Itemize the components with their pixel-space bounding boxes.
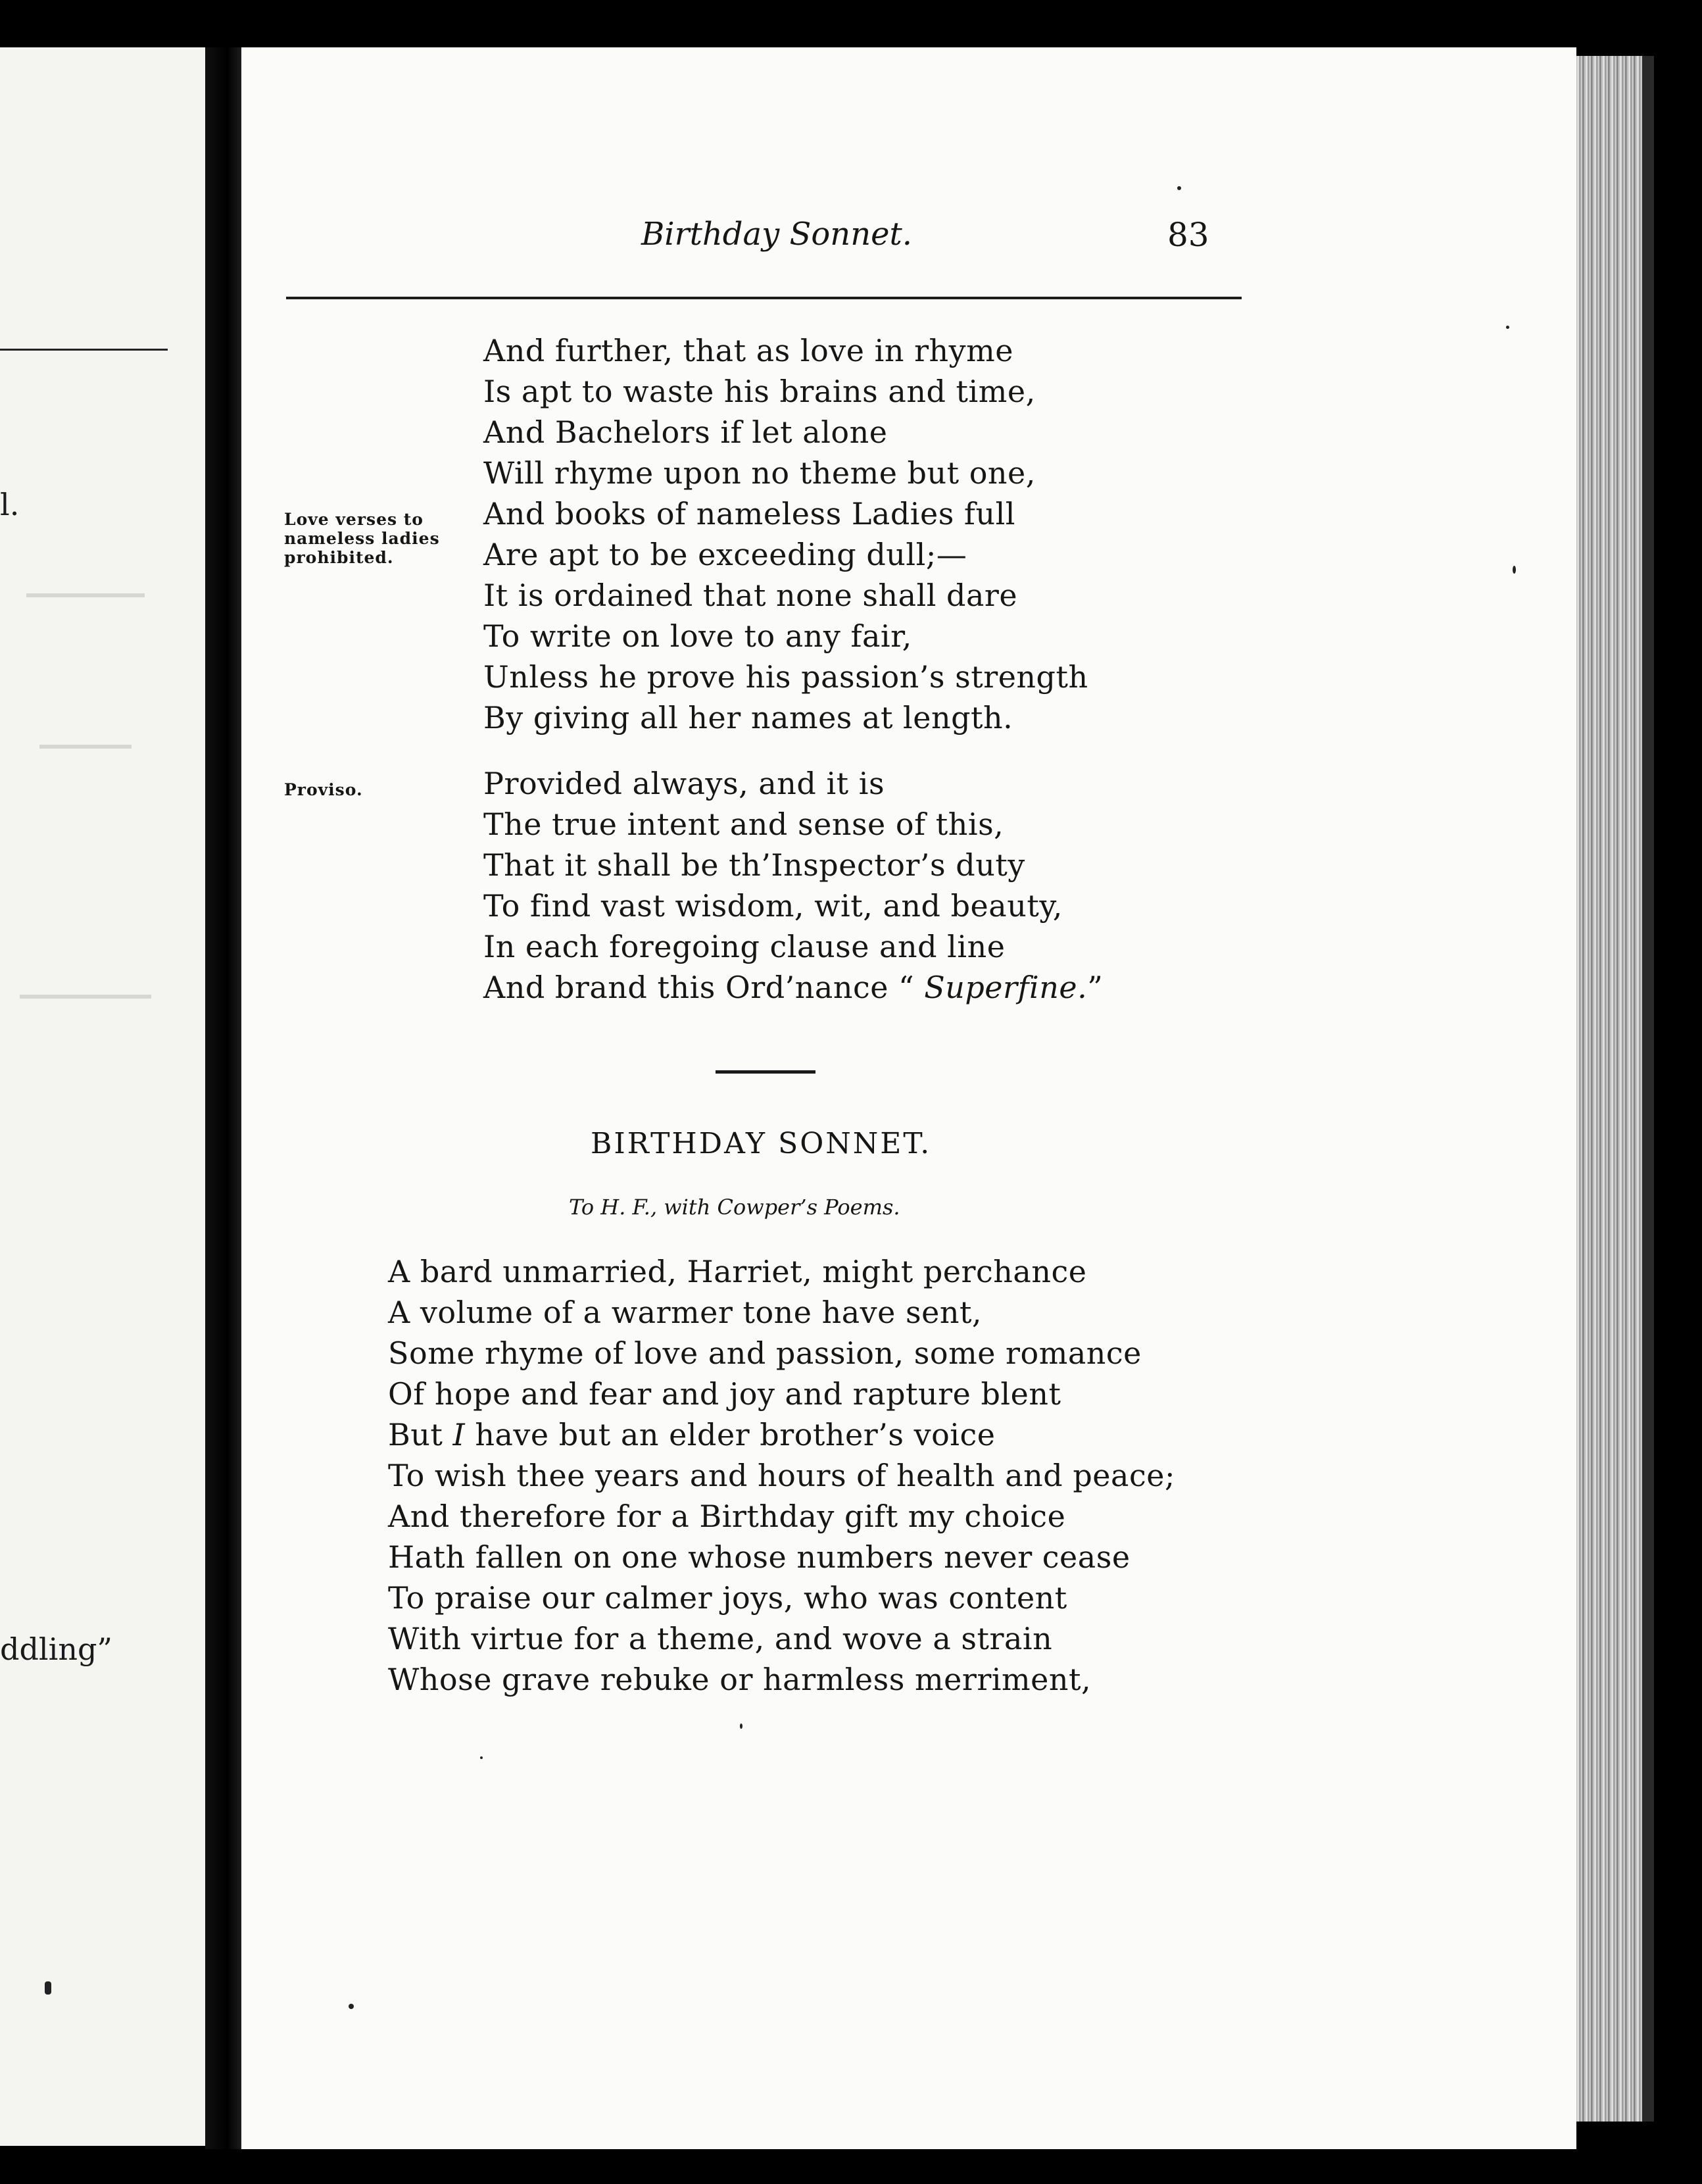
bleed-through-mark (20, 995, 151, 999)
ink-speck (740, 1724, 742, 1729)
poem-line: A volume of a warmer tone have sent, (388, 1295, 983, 1330)
poem-line: To wish thee years and hours of health and peace; (388, 1458, 1175, 1493)
section-subtitle: To H. F., with Cowper’s Poems. (569, 1195, 900, 1220)
poem-line (388, 1417, 996, 1452)
ink-speck (1177, 186, 1181, 190)
ink-speck (1513, 566, 1516, 574)
page-number: 83 (1167, 216, 1209, 254)
poem-line: Unless he prove his passion’s strength (483, 659, 1088, 695)
poem-line: By giving all her names at length. (483, 700, 1013, 735)
poem-line-text: But (388, 1417, 453, 1452)
poem-line: Provided always, and it is (483, 766, 885, 801)
poem-line-emphasis: Superfine. (924, 970, 1088, 1005)
book-gutter (205, 47, 241, 2149)
poem-line-text: And brand this Ord’nance “ (483, 970, 925, 1005)
facing-page-rule (0, 349, 168, 351)
bleed-through-mark (26, 593, 145, 597)
facing-page-fragment: ddling” (0, 1631, 112, 1667)
facing-page-fragment: l. (0, 487, 20, 522)
poem-line: With virtue for a theme, and wove a strain (388, 1621, 1053, 1656)
poem-line: Are apt to be exceeding dull;— (483, 537, 967, 572)
poem-line: That it shall be th’Inspector’s duty (483, 847, 1025, 883)
margin-note-line: nameless ladies (284, 529, 440, 548)
section-divider (716, 1070, 815, 1074)
facing-page (0, 47, 205, 2146)
page-edges-shadow (1642, 56, 1654, 2122)
running-header-title: Birthday Sonnet. (641, 216, 913, 253)
margin-note-line: Love verses to (284, 510, 424, 529)
poem-line: To praise our calmer joys, who was content (388, 1580, 1067, 1616)
poem-line: And books of nameless Ladies full (483, 496, 1016, 532)
poem-line: And therefore for a Birthday gift my choice (388, 1499, 1066, 1534)
poem-line: And Bachelors if let alone (483, 414, 888, 450)
margin-note-proviso: Proviso. (284, 780, 363, 799)
ink-speck (480, 1756, 483, 1759)
poem-line: Whose grave rebuke or harmless merriment, (388, 1662, 1092, 1697)
ink-speck (349, 2004, 354, 2009)
poem-line: Hath fallen on one whose numbers never cease (388, 1539, 1131, 1575)
ink-speck (1506, 326, 1509, 329)
margin-note-line: prohibited. (284, 548, 394, 567)
poem-line: Will rhyme upon no theme but one, (483, 455, 1036, 491)
poem-line: To write on love to any fair, (483, 618, 912, 654)
poem-line: To find vast wisdom, wit, and beauty, (483, 888, 1063, 924)
poem-line (483, 972, 1103, 1003)
poem-line: It is ordained that none shall dare (483, 578, 1018, 613)
poem-line-emphasis: I (452, 1417, 466, 1452)
header-rule (286, 297, 1242, 299)
ink-speck (45, 1981, 51, 1995)
poem-line: And further, that as love in rhyme (483, 333, 1014, 368)
poem-line: A bard unmarried, Harriet, might perchance (388, 1254, 1087, 1289)
bleed-through-mark (39, 745, 132, 749)
poem-line: Some rhyme of love and passion, some romance (388, 1335, 1142, 1371)
poem-line-text: have but an elder brother’s voice (465, 1417, 996, 1452)
section-title: BIRTHDAY SONNET. (591, 1127, 932, 1160)
poem-line-text: ” (1087, 970, 1104, 1005)
poem-line: In each foregoing clause and line (483, 929, 1006, 964)
poem-line: The true intent and sense of this, (483, 807, 1004, 842)
poem-line: Of hope and fear and joy and rapture blent (388, 1376, 1061, 1412)
poem-line: Is apt to waste his brains and time, (483, 374, 1036, 409)
